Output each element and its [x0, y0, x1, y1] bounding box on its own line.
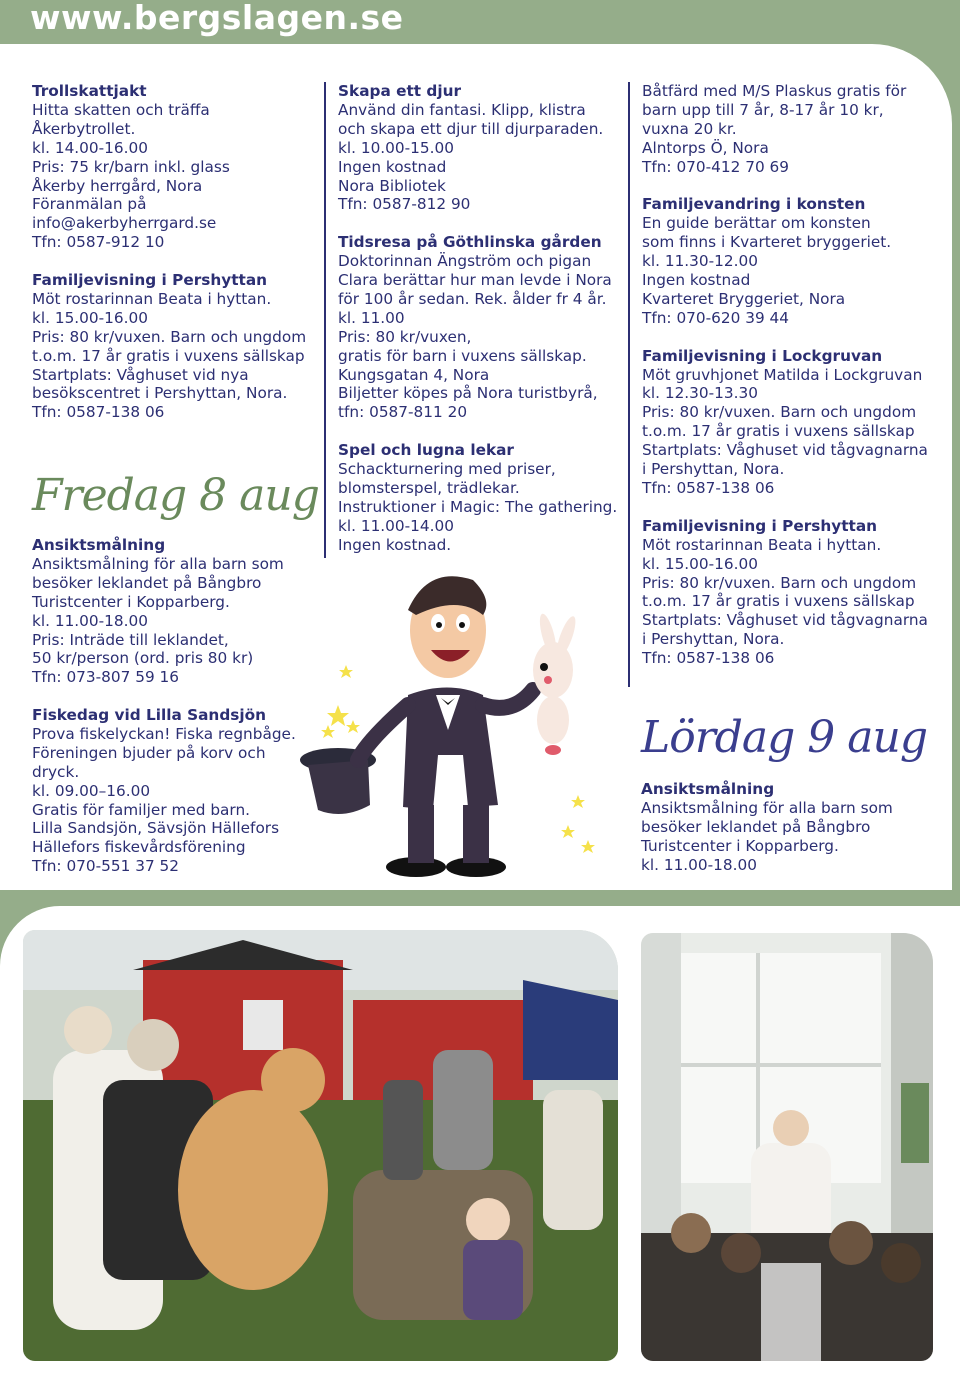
- event-block: [32, 536, 312, 687]
- event-detail: t.o.m. 17 år gratis i vuxens sällskap: [642, 592, 915, 611]
- event-block: [338, 441, 624, 554]
- column-3-saturday: [641, 780, 941, 893]
- event-detail: Använd din fantasi. Klipp, klistra: [338, 100, 586, 119]
- event-title: Spel och lugna lekar: [338, 441, 514, 460]
- event-title: Familjevisning i Pershyttan: [642, 516, 878, 535]
- saturday-heading: Lördag 9 aug: [641, 712, 928, 763]
- photo-storytelling: [641, 933, 933, 1361]
- event-detail: Tfn: 0587-138 06: [32, 403, 165, 422]
- event-detail: kl. 12.30-13.30: [642, 384, 758, 403]
- event-detail: Möt gruvhjonet Matilda i Lockgruvan: [642, 365, 923, 384]
- event-title: Ansiktsmålning: [32, 536, 166, 554]
- event-detail: Tfn: 073-807 59 16: [32, 668, 180, 687]
- event-detail: blomsterspel, trädlekar.: [338, 479, 520, 497]
- column-3: [628, 82, 928, 687]
- event-detail: Doktorinnan Ängström och pigan: [338, 252, 592, 271]
- event-detail: Tfn: 0587-812 90: [338, 195, 471, 214]
- event-detail: Båtfärd med M/S Plaskus gratis för: [642, 82, 907, 100]
- event-detail: Tfn: 070-412 70 69: [642, 157, 790, 176]
- event-detail: kl. 11.00-18.00: [641, 855, 757, 874]
- event-block: [32, 271, 312, 422]
- event-block: [642, 517, 928, 668]
- event-detail: Turistcenter i Kopparberg.: [32, 592, 230, 611]
- column-1: [32, 82, 312, 441]
- event-detail: och skapa ett djur till djurparaden.: [338, 119, 604, 138]
- event-detail: Pris: 75 kr/barn inkl. glass: [32, 157, 230, 176]
- event-detail: Schackturnering med priser,: [338, 460, 556, 479]
- event-detail: Kvarteret Bryggeriet, Nora: [642, 289, 846, 308]
- event-block: [641, 780, 941, 875]
- event-title: Skapa ett djur: [338, 82, 462, 100]
- event-detail: i Pershyttan, Nora.: [642, 460, 785, 479]
- event-detail: barn upp till 7 år, 8-17 år 10 kr,: [642, 100, 884, 119]
- event-detail: Startplats: Våghuset vid tågvagnarna: [642, 611, 928, 630]
- event-detail: Lilla Sandsjön, Sävsjön Hällefors: [32, 819, 280, 838]
- event-detail: 50 kr/person (ord. pris 80 kr): [32, 649, 254, 668]
- event-detail: besöker leklandet på Bångbro: [641, 817, 871, 836]
- event-detail: Ingen kostnad: [642, 271, 751, 290]
- event-detail: Pris: 80 kr/vuxen. Barn och ungdom: [642, 573, 917, 592]
- event-block: [32, 82, 312, 252]
- event-detail: Möt rostarinnan Beata i hyttan.: [32, 289, 272, 308]
- event-detail: Hällefors fiskevårdsförening: [32, 838, 246, 857]
- event-detail: kl. 11.00-18.00: [32, 611, 148, 630]
- event-detail: kl. 15.00-16.00: [32, 308, 148, 327]
- event-detail: Startplats: Våghuset vid tågvagnarna: [642, 441, 928, 460]
- event-detail: Möt rostarinnan Beata i hyttan.: [642, 535, 882, 554]
- event-detail: kl. 14.00-16.00: [32, 138, 148, 157]
- event-detail: för 100 år sedan. Rek. ålder fr 4 år.: [338, 289, 607, 308]
- event-detail: Tfn: 0587-138 06: [642, 479, 775, 497]
- event-detail: Clara berättar hur man levde i Nora: [338, 271, 612, 290]
- event-detail: Nora Bibliotek: [338, 176, 446, 195]
- event-block: [338, 233, 624, 422]
- event-detail: Ingen kostnad: [338, 157, 447, 176]
- event-detail: info@akerbyherrgard.se: [32, 214, 217, 233]
- event-detail: Åkerby herrgård, Nora: [32, 176, 203, 195]
- column-2: [324, 82, 624, 558]
- event-detail: Pris: 80 kr/vuxen. Barn och ungdom: [32, 327, 307, 346]
- event-detail: tfn: 0587-811 20: [338, 403, 468, 422]
- event-detail: kl. 11.30-12.00: [642, 252, 758, 271]
- event-detail: Tfn: 0587-138 06: [642, 649, 775, 668]
- event-title: Familjevisning i Pershyttan: [32, 271, 268, 290]
- event-detail: Startplats: Våghuset vid nya: [32, 365, 249, 384]
- event-detail: t.o.m. 17 år gratis i vuxens sällskap: [32, 346, 305, 365]
- event-detail: besöker leklandet på Bångbro: [32, 573, 262, 592]
- event-detail: i Pershyttan, Nora.: [642, 630, 785, 649]
- event-detail: Ingen kostnad.: [338, 535, 452, 554]
- event-title: Familjevisning i Lockgruvan: [642, 346, 883, 365]
- event-detail: vuxna 20 kr.: [642, 119, 737, 138]
- event-detail: Tfn: 070-620 39 44: [642, 308, 790, 327]
- friday-heading: Fredag 8 aug: [32, 470, 319, 521]
- event-detail: kl. 10.00-15.00: [338, 138, 454, 157]
- event-detail: Alntorps Ö, Nora: [642, 138, 769, 157]
- event-detail: kl. 09.00–16.00: [32, 781, 151, 800]
- event-detail: kl. 11.00: [338, 308, 405, 327]
- column-1-friday: [32, 536, 312, 706]
- event-detail: Hitta skatten och träffa: [32, 100, 210, 119]
- event-detail: Föreningen bjuder på korv och: [32, 743, 266, 762]
- event-block: [32, 706, 312, 876]
- event-title: Familjevandring i konsten: [642, 195, 866, 214]
- magician-figure-icon: [358, 576, 533, 877]
- event-detail: Pris: 80 kr/vuxen,: [338, 327, 472, 346]
- event-detail: Kungsgatan 4, Nora: [338, 365, 490, 384]
- event-title: Trollskattjakt: [32, 82, 147, 100]
- rabbit-icon: [533, 612, 579, 755]
- event-title: Ansiktsmålning: [641, 780, 775, 798]
- event-detail: dryck.: [32, 762, 80, 781]
- event-detail: som finns i Kvarteret bryggeriet.: [642, 233, 892, 252]
- event-detail: kl. 15.00-16.00: [642, 554, 758, 573]
- event-detail: besökscentret i Pershyttan, Nora.: [32, 384, 288, 403]
- event-detail: Föranmälan på: [32, 195, 147, 214]
- event-detail: En guide berättar om konsten: [642, 214, 871, 233]
- event-detail: Biljetter köpes på Nora turistbyrå,: [338, 384, 598, 403]
- event-block: [642, 82, 928, 177]
- event-title: Tidsresa på Göthlinska gården: [338, 233, 602, 252]
- event-detail: Prova fiskelyckan! Fiska regnbåge.: [32, 724, 296, 743]
- event-title: Fiskedag vid Lilla Sandsjön: [32, 706, 267, 724]
- event-detail: Turistcenter i Kopparberg.: [641, 836, 839, 855]
- event-block: [338, 82, 624, 214]
- event-detail: Instruktioner i Magic: The gathering.: [338, 497, 618, 516]
- column-1-friday-2: [32, 706, 312, 895]
- site-url: www.bergslagen.se: [30, 0, 404, 37]
- event-block: [642, 347, 928, 498]
- magician-illustration: [298, 555, 628, 880]
- event-detail: Tfn: 070-551 37 52: [32, 857, 180, 876]
- event-detail: Åkerbytrollet.: [32, 119, 136, 138]
- event-detail: t.o.m. 17 år gratis i vuxens sällskap: [642, 422, 915, 441]
- event-detail: gratis för barn i vuxens sällskap.: [338, 346, 587, 365]
- event-detail: Ansiktsmålning för alla barn som: [641, 798, 893, 817]
- event-detail: kl. 11.00-14.00: [338, 516, 454, 535]
- event-block: [642, 195, 928, 327]
- event-detail: Pris: Inträde till leklandet,: [32, 630, 229, 649]
- event-detail: Ansiktsmålning för alla barn som: [32, 554, 284, 573]
- event-detail: Pris: 80 kr/vuxen. Barn och ungdom: [642, 403, 917, 422]
- event-detail: Tfn: 0587-912 10: [32, 233, 165, 252]
- event-detail: Gratis för familjer med barn.: [32, 800, 251, 819]
- photo-picnic: [23, 930, 618, 1361]
